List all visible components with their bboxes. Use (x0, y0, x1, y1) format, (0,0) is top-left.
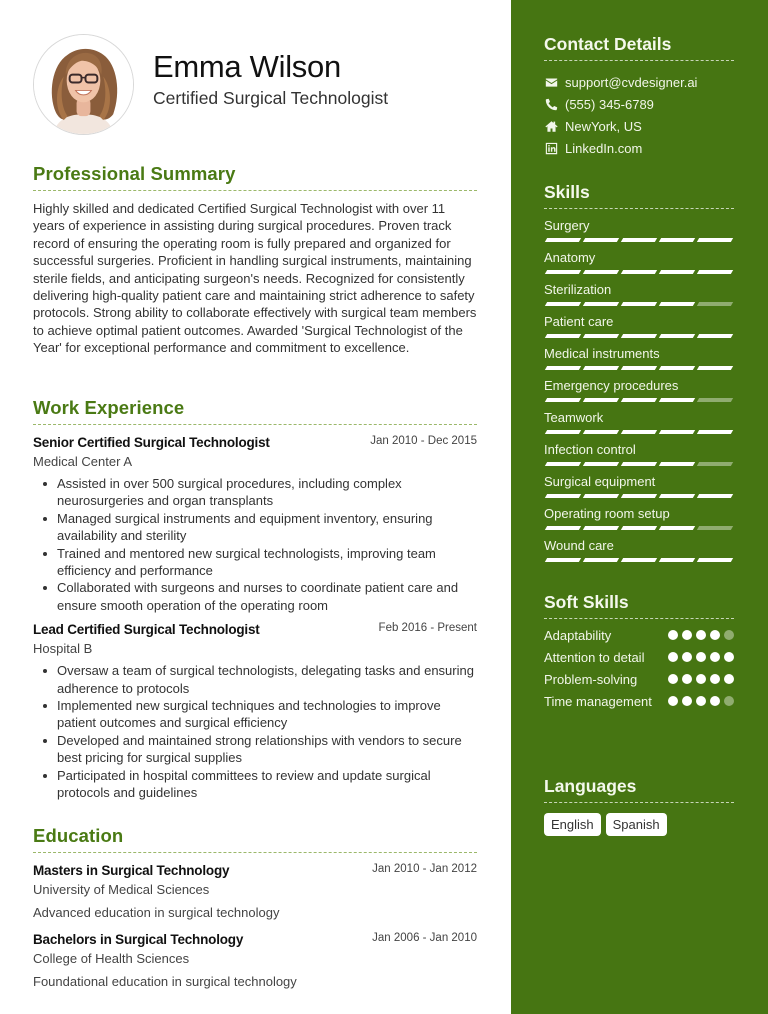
job-bullets (33, 475, 477, 614)
job-bullet: Assisted in over 500 surgical procedures, including complex neurosurgeries and organ transplants (33, 475, 477, 510)
contact-location (544, 115, 734, 137)
education-dates: Jan 2006 - Jan 2010 (372, 932, 477, 944)
soft-skill-rating (668, 649, 734, 667)
rating-dot-icon (682, 674, 692, 684)
section-divider (544, 802, 734, 803)
skill-item (544, 472, 734, 504)
rating-dot-icon (668, 630, 678, 640)
skill-label: Infection control (544, 442, 636, 457)
skill-level-bar (546, 238, 732, 242)
skill-level-segment (697, 526, 733, 530)
contact-email[interactable] (544, 71, 734, 93)
skill-level-segment (583, 238, 619, 242)
resume-header (33, 34, 493, 134)
skill-level-segment (621, 302, 657, 306)
job-bullet: Developed and maintained strong relationships with vendors to secure best pricing for surgical supplies (33, 732, 477, 767)
skill-level-segment (697, 398, 733, 402)
education-entry (33, 863, 477, 922)
linkedin-icon (544, 141, 558, 155)
summary-text: Highly skilled and dedicated Certified Surgical Technologist with over 11 years of experience in assisting during surgical procedures. Proven track record of ensuring the operating room is fully prepared and organized for successful surgeries. Proficient in handling surgical instruments, maintaining sterile fields, and anticipating surgeon's needs. Recognized for consistently delivering high-quality patient care and maintaining strict adherence to safety protocols. Strong ability to collaborate effectively with surgical team members to achieve optimal patient outcomes. Awarded 'Surgical Technologist of the Year' for exceptional performance and commitment to excellence. (33, 201, 477, 356)
rating-dot-icon (710, 674, 720, 684)
skill-level-segment (697, 366, 733, 370)
education-description: Foundational education in surgical technology (33, 974, 297, 989)
skill-level-segment (697, 270, 733, 274)
section-divider (33, 424, 477, 425)
skill-item (544, 312, 734, 344)
rating-dot-icon (696, 696, 706, 706)
rating-dot-icon (682, 630, 692, 640)
degree-title: Masters in Surgical Technology (33, 863, 230, 878)
job-header (33, 622, 477, 640)
rating-dot-icon (724, 630, 734, 640)
contact-text: LinkedIn.com (565, 140, 643, 156)
contact-text: NewYork, US (565, 118, 642, 134)
education-header (33, 932, 477, 950)
skill-level-segment (545, 558, 581, 562)
soft-skill-label: Time management (544, 694, 652, 709)
skill-level-segment (697, 302, 733, 306)
rating-dot-icon (710, 630, 720, 640)
degree-title: Bachelors in Surgical Technology (33, 932, 244, 947)
section-divider (33, 852, 477, 853)
language-tag: English (544, 813, 601, 836)
section-heading: Education (33, 825, 124, 846)
skill-label: Medical instruments (544, 346, 660, 361)
skill-item (544, 504, 734, 536)
skill-level-segment (621, 494, 657, 498)
section-divider (33, 190, 477, 191)
skill-item (544, 344, 734, 376)
skill-level-bar (546, 558, 732, 562)
soft-skills-section (544, 591, 734, 715)
skill-level-segment (697, 558, 733, 562)
skill-level-bar (546, 302, 732, 306)
skill-level-segment (621, 270, 657, 274)
avatar (33, 34, 134, 135)
skill-level-segment (583, 526, 619, 530)
skills-section (544, 181, 734, 568)
skill-level-segment (621, 526, 657, 530)
skill-level-segment (583, 334, 619, 338)
skill-item (544, 536, 734, 568)
job-bullet: Oversaw a team of surgical technologists, delegating tasks and ensuring adherence to protocols (33, 662, 477, 697)
job-title: Senior Certified Surgical Technologist (33, 435, 270, 450)
rating-dot-icon (668, 696, 678, 706)
skill-level-segment (583, 494, 619, 498)
skill-level-bar (546, 270, 732, 274)
section-divider (544, 60, 734, 61)
skill-level-segment (583, 302, 619, 306)
skill-level-segment (583, 270, 619, 274)
skill-level-segment (545, 430, 581, 434)
skill-label: Sterilization (544, 282, 612, 297)
skill-level-segment (621, 462, 657, 466)
experience-section (33, 396, 477, 802)
section-heading: Languages (544, 776, 637, 796)
skill-level-segment (621, 334, 657, 338)
language-tag: Spanish (606, 813, 667, 836)
sidebar (511, 0, 768, 1014)
job-dates: Jan 2010 - Dec 2015 (370, 435, 477, 447)
soft-skill-item (544, 627, 734, 645)
rating-dot-icon (682, 652, 692, 662)
soft-skill-rating (668, 627, 734, 645)
skill-level-segment (659, 462, 695, 466)
rating-dot-icon (724, 674, 734, 684)
soft-skill-label: Adaptability (544, 628, 612, 643)
skill-level-segment (583, 430, 619, 434)
job-bullet: Managed surgical instruments and equipment inventory, ensuring availability and sterility (33, 510, 477, 545)
job-bullet: Participated in hospital committees to review and update surgical protocols and guidelines (33, 767, 477, 802)
skill-label: Surgical equipment (544, 474, 656, 489)
soft-skill-label: Attention to detail (544, 650, 645, 665)
education-header (33, 863, 477, 881)
phone-icon (544, 97, 558, 111)
job-bullet: Implemented new surgical techniques and technologies to improve patient outcomes and surgical efficiency (33, 697, 477, 732)
job-organization: Medical Center A (33, 454, 132, 469)
section-heading: Contact Details (544, 34, 672, 54)
skill-level-segment (697, 334, 733, 338)
contact-text: support@cvdesigner.ai (565, 74, 698, 90)
rating-dot-icon (724, 696, 734, 706)
school-name: College of Health Sciences (33, 951, 190, 966)
contact-linkedin[interactable] (544, 137, 734, 159)
contact-text: (555) 345-6789 (565, 96, 654, 112)
job-header (33, 435, 477, 453)
contact-section (544, 33, 734, 159)
skills-list (544, 216, 734, 568)
skill-level-segment (621, 430, 657, 434)
job-bullet: Trained and mentored new surgical technologists, improving team efficiency and performance (33, 545, 477, 580)
contact-list (544, 71, 734, 159)
candidate-title: Certified Surgical Technologist (153, 88, 389, 108)
skill-level-segment (659, 430, 695, 434)
envelope-icon (544, 75, 558, 89)
skill-level-segment (545, 302, 581, 306)
section-divider (544, 618, 734, 619)
skill-level-segment (621, 398, 657, 402)
rating-dot-icon (668, 652, 678, 662)
skill-level-segment (583, 558, 619, 562)
skill-level-segment (545, 366, 581, 370)
rating-dot-icon (682, 696, 692, 706)
summary-section (33, 162, 477, 357)
skill-level-segment (659, 238, 695, 242)
section-heading: Skills (544, 182, 590, 202)
skill-label: Surgery (544, 218, 590, 233)
skill-level-bar (546, 398, 732, 402)
skill-level-segment (545, 398, 581, 402)
skill-label: Operating room setup (544, 506, 670, 521)
skill-level-segment (659, 270, 695, 274)
skill-item (544, 216, 734, 248)
skill-item (544, 280, 734, 312)
education-section (33, 824, 477, 991)
skill-level-bar (546, 334, 732, 338)
profile-photo-icon (34, 35, 133, 134)
soft-skill-item (544, 693, 734, 711)
skill-item (544, 248, 734, 280)
skill-label: Wound care (544, 538, 614, 553)
skill-level-segment (621, 238, 657, 242)
section-heading: Soft Skills (544, 592, 629, 612)
home-icon (544, 119, 558, 133)
skill-level-segment (545, 462, 581, 466)
skill-level-segment (545, 270, 581, 274)
rating-dot-icon (696, 652, 706, 662)
education-description: Advanced education in surgical technology (33, 905, 280, 920)
job-organization: Hospital B (33, 641, 93, 657)
skill-level-segment (659, 526, 695, 530)
languages-section (544, 775, 734, 836)
skill-level-segment (659, 494, 695, 498)
job-dates: Feb 2016 - Present (378, 622, 477, 635)
skill-level-segment (659, 558, 695, 562)
skill-label: Anatomy (544, 250, 596, 265)
skill-level-segment (545, 238, 581, 242)
job-bullets (33, 662, 477, 801)
skill-level-segment (583, 398, 619, 402)
skill-level-bar (546, 462, 732, 466)
skill-level-bar (546, 366, 732, 370)
skill-level-segment (659, 334, 695, 338)
job-title: Lead Certified Surgical Technologist (33, 622, 260, 638)
soft-skill-item (544, 649, 734, 667)
skill-level-segment (621, 558, 657, 562)
skill-item (544, 376, 734, 408)
section-heading: Work Experience (33, 397, 185, 418)
soft-skill-item (544, 671, 734, 689)
skill-level-segment (697, 462, 733, 466)
skill-level-segment (659, 302, 695, 306)
rating-dot-icon (696, 630, 706, 640)
skill-level-bar (546, 494, 732, 498)
education-dates: Jan 2010 - Jan 2012 (372, 863, 477, 875)
rating-dot-icon (724, 652, 734, 662)
skill-level-segment (545, 334, 581, 338)
job-bullet: Collaborated with surgeons and nurses to coordinate patient care and ensure smooth operation of the operating room (33, 579, 477, 614)
section-heading: Professional Summary (33, 163, 236, 184)
section-divider (544, 208, 734, 209)
school-name: University of Medical Sciences (33, 882, 210, 897)
contact-phone[interactable] (544, 93, 734, 115)
skill-item (544, 408, 734, 440)
rating-dot-icon (696, 674, 706, 684)
skill-level-bar (546, 430, 732, 434)
skill-level-segment (583, 462, 619, 466)
rating-dot-icon (710, 652, 720, 662)
rating-dot-icon (668, 674, 678, 684)
skill-level-segment (545, 526, 581, 530)
skill-level-segment (659, 398, 695, 402)
candidate-name: Emma Wilson (153, 49, 341, 84)
skill-label: Patient care (544, 314, 614, 329)
skill-level-segment (697, 430, 733, 434)
soft-skill-rating (668, 693, 734, 711)
skill-label: Emergency procedures (544, 378, 679, 393)
skill-level-segment (583, 366, 619, 370)
skill-level-segment (659, 366, 695, 370)
soft-skills-list (544, 627, 734, 711)
education-entry (33, 932, 477, 991)
soft-skill-rating (668, 671, 734, 689)
job-entry (33, 435, 477, 614)
skill-level-segment (545, 494, 581, 498)
skill-level-bar (546, 526, 732, 530)
skill-level-segment (621, 366, 657, 370)
skill-item (544, 440, 734, 472)
job-entry (33, 622, 477, 801)
skill-level-segment (697, 494, 733, 498)
soft-skill-label: Problem-solving (544, 672, 638, 687)
skill-label: Teamwork (544, 410, 604, 425)
skill-level-segment (697, 238, 733, 242)
rating-dot-icon (710, 696, 720, 706)
languages-list (544, 813, 734, 836)
